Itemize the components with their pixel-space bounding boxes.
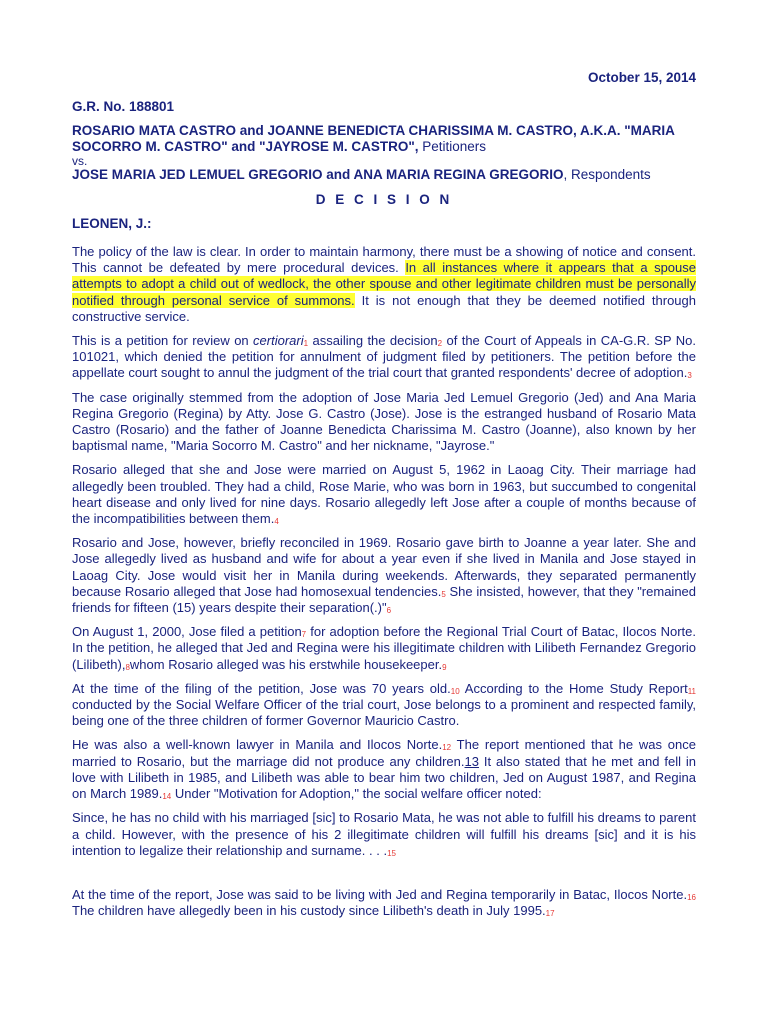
footnote-ref[interactable]: 1 (303, 339, 309, 349)
paragraph-text: Rosario and Jose, however, briefly reconciled in 1969. Rosario gave birth to Joanne a year later. She and Jose allegedly lived as husband and wife for about a year even if she lived in Manila and Jose stayed in Laoag City. Jose would visit her in Manila during weekends. Afterwards, they separated permanently because Rosario alleged that Jose had homosexual tendencies. (72, 535, 696, 599)
petitioners-names: ROSARIO MATA CASTRO and JOANNE BENEDICTA CHARISSIMA M. CASTRO, A.K.A. "MARIA SOCORRO M. CASTRO" and "JAYROSE M. CASTRO", (72, 123, 675, 154)
versus: vs. (72, 154, 88, 168)
paragraph-text: He was also a well-known lawyer in Manila and Ilocos Norte. (72, 737, 443, 753)
footnote-ref[interactable]: 11 (687, 686, 696, 696)
paragraph-text: conducted by the Social Welfare Officer of the trial court, Jose belongs to a prominent and respected family, being one of the three children of former Governor Mauricio Castro. (72, 697, 696, 729)
paragraph-text: The policy of the law is clear. In order to maintain harmony, there must be a showing of notice and consent. This cannot be defeated by mere procedural devices. (72, 244, 696, 276)
paragraph-text: At the time of the filing of the petition, Jose was 70 years old. (72, 680, 451, 696)
paragraph-text: It also stated that he met and fell in love with Lilibeth in 1985, and Lilibeth was able to bear him two children, Jed on August 1987, and Regina on March 1989. (72, 753, 697, 802)
paragraph-text: The children have allegedly been in his custody since Lilibeth's death in July 1995. (72, 903, 546, 919)
paragraph-text: This is a petition for review on (72, 333, 254, 349)
paragraph-5 (72, 535, 696, 616)
paragraph-text: At the time of the report, Jose was said to be living with Jed and Regina temporarily in Batac, Ilocos Norte. (72, 886, 688, 902)
paragraph-6 (72, 624, 696, 673)
paragraph-text: On August 1, 2000, Jose filed a petition (72, 624, 302, 640)
paragraph-text: The report mentioned that he was once married to Rosario, but the marriage did not produce any children. (72, 737, 697, 769)
petitioners (72, 123, 696, 155)
paragraph-10 (72, 887, 696, 919)
paragraph-text: It is not enough that they be deemed notified through constructive service. (72, 292, 697, 324)
respondents-names: JOSE MARIA JED LEMUEL GREGORIO and ANA MARIA REGINA GREGORIO (72, 167, 564, 182)
paragraph-text: Under "Motivation for Adoption," the social welfare officer noted: (171, 786, 542, 802)
paragraph-1 (72, 244, 696, 325)
footnote-ref[interactable]: 17 (545, 909, 555, 919)
paragraph-2 (72, 333, 696, 382)
paragraph-text: of the Court of Appeals in CA-G.R. SP No. 101021, which denied the petition for annulment of judgment filed by petitioners. The petition before the appellate court sought to annul the judgment of the trial court that granted respondents' decree of adoption. (72, 333, 696, 381)
paragraph-3: The case originally stemmed from the adoption of Jose Maria Jed Lemuel Gregorio (Jed) and Ana Maria Regina Gregorio (Regina) by Atty. Jose G. Castro (Jose). Jose is the estranged husband of Rosario Mata Castro (Rosario) and the father of Joanne Benedicta Charissima M. Castro (Joanne), also known by her baptismal name, "Maria Socorro M. Castro" and her nickname, "Jayrose." (72, 389, 696, 454)
petitioners-label: Petitioners (418, 139, 487, 154)
footnote-ref[interactable]: 14 (162, 792, 172, 802)
footnote-ref[interactable]: 8 (125, 662, 130, 672)
paragraph-4 (72, 462, 696, 527)
paragraph-text: She insisted, however, that they "remained friends for fifteen (15) years despite their separation(.)" (72, 583, 697, 616)
footnote-ref[interactable]: 16 (687, 892, 696, 902)
block-quote (72, 810, 696, 859)
ponente: LEONEN, J.: (72, 216, 152, 231)
paragraph-text: for adoption before the Regional Trial Court of Batac, Ilocos Norte. In the petition, he alleged that Jed and Regina were his illegitimate children with Lilibeth Fernandez Gregorio (Lilibeth), (72, 624, 696, 672)
footnote-ref[interactable]: 4 (274, 517, 279, 527)
footnote-ref[interactable]: 2 (437, 339, 443, 349)
footnote-ref[interactable]: 6 (386, 606, 392, 616)
paragraph-text: assailing the decision (308, 333, 438, 349)
italic-term: certiorari (253, 333, 304, 349)
footnote-ref[interactable]: 7 (301, 630, 307, 640)
paragraph-text: According to the Home Study Report (459, 680, 688, 696)
paragraph-text: Since, he has no child with his marriaged [sic] to Rosario Mata, he was not able to fulfill his dreams to parent a child. However, with the presence of his 2 illegitimate children will fulfill his dreams [sic] and it is his intention to legalize their relationship and surname. . . . (72, 810, 696, 858)
footnote-ref[interactable]: 3 (687, 371, 692, 381)
paragraph-text: whom Rosario alleged was his erstwhile housekeeper. (129, 656, 443, 672)
footnote-link[interactable]: 13 (464, 753, 479, 769)
paragraph-8 (72, 737, 696, 802)
footnote-ref[interactable]: 9 (442, 662, 447, 672)
decision-date: October 15, 2014 (587, 70, 696, 85)
paragraph-7 (72, 681, 696, 730)
footnote-ref[interactable]: 12 (442, 743, 452, 753)
decision-heading: D E C I S I O N (315, 192, 453, 207)
footnote-ref[interactable]: 5 (441, 589, 446, 599)
highlighted-text: In all instances where it appears that a spouse attempts to adopt a child out of wedlock, the other spouse and other legitimate children must be personally notified through personal service of summons. (72, 260, 696, 308)
footnote-ref[interactable]: 15 (387, 848, 396, 858)
respondents (72, 167, 696, 183)
footnote-ref[interactable]: 10 (450, 686, 460, 696)
paragraph-text: Rosario alleged that she and Jose were married on August 5, 1962 in Laoag City. Their marriage had allegedly been troubled. They had a child, Rose Marie, who was born in 1963, but succumbed to congenital heart disease and only lived for nine days. Rosario allegedly left Jose after a couple of months because of the incompatibilities between them. (72, 462, 696, 527)
gr-number: G.R. No. 188801 (72, 99, 175, 114)
respondents-label: , Respondents (563, 167, 651, 182)
